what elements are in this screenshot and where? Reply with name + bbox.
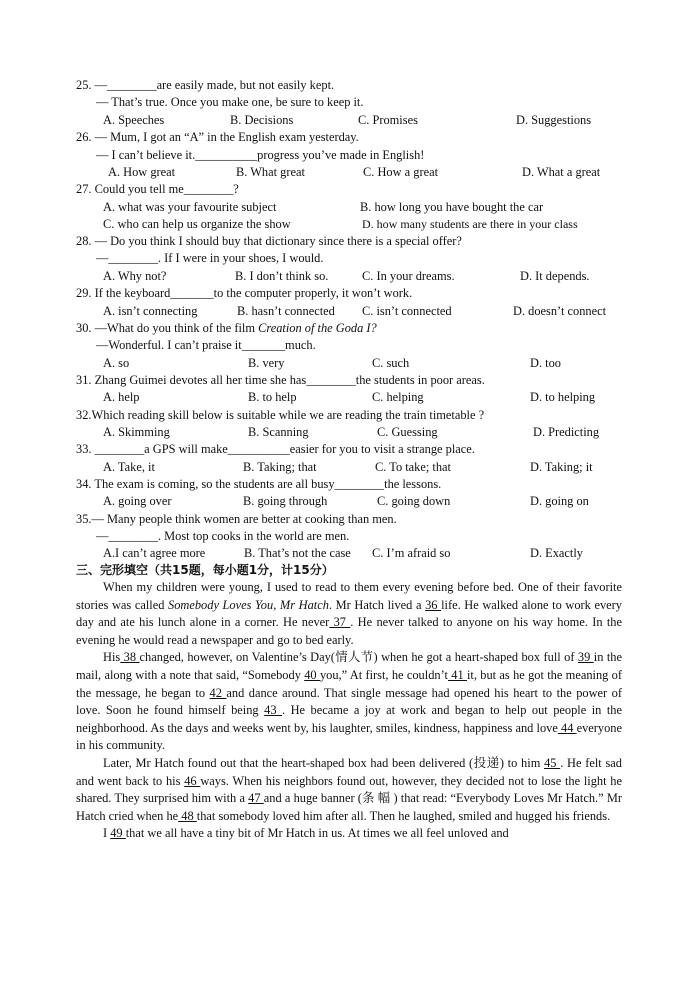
option-a: A. what was your favourite subject [103,200,277,214]
blank-44: 44 [557,720,577,735]
passage-text: everyone in his community. [76,720,622,753]
story-title: Somebody Loves You, Mr Hatch [168,597,329,612]
question-31 [76,372,485,388]
option-c: C. going down [377,494,451,508]
film-title: Creation of the Goda I? [258,321,377,335]
passage-paragraph-1 [76,579,622,649]
question-29 [76,285,412,301]
option-c: C. who can help us organize the show [103,217,291,231]
question-stem: If the keyboard_______to the computer properly, it won’t work. [94,286,413,300]
question-stem: —What do you think of the film [94,321,259,335]
passage-text: it, but as he got the meaning of the message, he began to [76,667,622,700]
question-line: — That’s true. Once you make one, be sure to keep it. [96,95,364,109]
blank-41: 41 [447,667,467,682]
option-c: C. such [372,356,410,370]
option-d: D. It depends. [520,269,590,283]
option-b: B. Scanning [248,425,309,439]
passage-text: I [103,826,111,841]
passage-text: changed, however, on Valentine’s Day(情人节) when he got a heart-shaped box full of [139,650,578,665]
question-line: —________. Most top cooks in the world are men. [96,529,350,543]
option-c: C. In your dreams. [362,269,455,283]
option-a: A.I can’t agree more [103,546,206,560]
passage-text: . He became a joy at work and began to help out people in the neighborhood. As the days and weeks went by, his laughter, smiles, kindness, happiness and love [76,703,622,735]
blank-37: 37 [329,615,351,630]
blank-43: 43 [264,703,283,718]
option-d: D. Predicting [533,425,600,439]
option-b: B. going through [243,494,328,508]
question-30 [76,320,377,336]
passage-text: that somebody loved him after all. Then he laughed, smiled and hugged his friends. [196,808,611,823]
passage-paragraph-3 [76,755,622,825]
passage-text: and a huge banner (条 幅 ) that read: “Everybody Loves Mr Hatch.” Mr Hatch cried when he [76,791,622,823]
blank-42: 42 [209,685,227,700]
passage-text: . He never talked to anyone on his way home. In the evening he would read a newspaper and go to bed early. [76,615,622,647]
passage-text: . He felt sad and went back to his [76,755,622,788]
cloze-passage [76,579,622,843]
question-number: 33. [76,442,92,456]
option-c: C. Promises [358,113,418,127]
option-d: D. doesn’t connect [513,304,607,318]
blank-47: 47 [248,791,264,806]
passage-text: life. He walked alone to work every day and ate his lunch alone in a corner. He never [76,597,622,630]
question-stem: — Mum, I got an “A” in the English exam yesterday. [94,130,359,144]
blank-45: 45 [544,755,561,770]
question-stem: — Many people think women are better at cooking than men. [91,512,397,526]
question-34 [76,476,441,492]
question-26 [76,129,359,145]
question-stem: — Do you think I should buy that dictionary since there is a special offer? [94,234,462,248]
passage-text: that we all have a tiny bit of Mr Hatch in us. At times we all feel unloved and [125,826,509,841]
option-b: B. hasn’t connected [237,304,335,318]
question-number: 25. [76,78,92,92]
option-a: A. so [103,356,130,370]
blank-39: 39 [577,650,594,665]
option-c: C. I’m afraid so [372,546,451,560]
passage-text: When my children were young, I used to read to them every evening before bed. One of their favorite stories was called [76,580,622,612]
option-a: A. help [103,390,140,404]
option-a: A. isn’t connecting [103,304,198,318]
question-stem: Zhang Guimei devotes all her time she has________the students in poor areas. [94,373,485,387]
option-b: B. very [248,356,285,370]
question-stem: —________are easily made, but not easily kept. [94,78,335,92]
option-c: C. How a great [363,165,439,179]
question-number: 30. [76,321,92,335]
passage-text: His [103,650,121,665]
option-a: A. How great [108,165,176,179]
option-d: D. too [530,356,561,370]
question-line: —________. If I were in your shoes, I would. [96,251,324,265]
question-27 [76,181,239,197]
question-number: 34. [76,477,92,491]
option-b: B. I don’t think so. [235,269,329,283]
question-number: 32. [76,408,92,422]
option-b: B. how long you have bought the car [360,200,544,214]
passage-text: Later, Mr Hatch found out that the heart-shaped box had been delivered (投递) to him [103,755,545,770]
option-c: C. Guessing [377,425,438,439]
question-33 [76,441,475,457]
option-d: D. What a great [522,165,601,179]
section-heading: 三、完形填空（共15题，每小题1分，计15分） [76,563,334,577]
blank-36: 36 [425,597,442,612]
question-32 [76,407,484,423]
question-number: 29. [76,286,92,300]
question-stem: Could you tell me________? [94,182,239,196]
question-number: 35. [76,512,92,526]
option-a: A. going over [103,494,172,508]
question-28 [76,233,462,249]
passage-text: in the mail, along with a note that said, “Somebody [76,650,622,682]
option-b: B. That’s not the case [244,546,351,560]
option-d: D. going on [530,494,589,508]
blank-40: 40 [304,667,320,682]
option-b: B. Decisions [230,113,294,127]
blank-38: 38 [120,650,140,665]
question-number: 26. [76,130,92,144]
question-number: 31. [76,373,92,387]
question-stem: ________a GPS will make__________easier for you to visit a strange place. [94,442,475,456]
question-number: 28. [76,234,92,248]
option-d: D. Taking; it [530,460,593,474]
question-stem: Which reading skill below is suitable while we are reading the train timetable ? [91,408,485,422]
option-a: A. Speeches [103,113,165,127]
blank-46: 46 [184,773,201,788]
option-d: D. Suggestions [516,113,592,127]
question-25 [76,77,334,93]
option-b: B. to help [248,390,297,404]
question-stem: The exam is coming, so the students are all busy________the lessons. [94,477,442,491]
passage-text: . Mr Hatch lived a [328,597,426,612]
option-c: C. isn’t connected [362,304,452,318]
option-d: D. Exactly [530,546,583,560]
option-c: C. helping [372,390,424,404]
passage-paragraph-4 [76,825,622,843]
question-line: — I can’t believe it.__________progress you’ve made in English! [96,148,425,162]
option-a: A. Why not? [103,269,167,283]
option-a: A. Skimming [103,425,170,439]
passage-text: ways. When his neighbors found out, however, they decided not to lose the light he shared. They surprised him with a [76,773,622,806]
option-d: D. how many students are there in your class [362,217,578,231]
option-c: C. To take; that [375,460,451,474]
option-d: D. to helping [530,390,596,404]
option-b: B. What great [236,165,305,179]
blank-49: 49 [110,826,126,841]
passage-text: and dance around. That single message had opened his heart to the power of love. Soon he found himself being [76,685,622,718]
question-line: —Wonderful. I can’t praise it_______much. [96,338,316,352]
passage-text: you,” At first, he couldn’t [319,667,448,682]
passage-paragraph-2 [76,649,622,755]
question-35 [76,511,397,527]
option-b: B. Taking; that [243,460,317,474]
blank-48: 48 [178,808,197,823]
question-number: 27. [76,182,92,196]
option-a: A. Take, it [103,460,155,474]
